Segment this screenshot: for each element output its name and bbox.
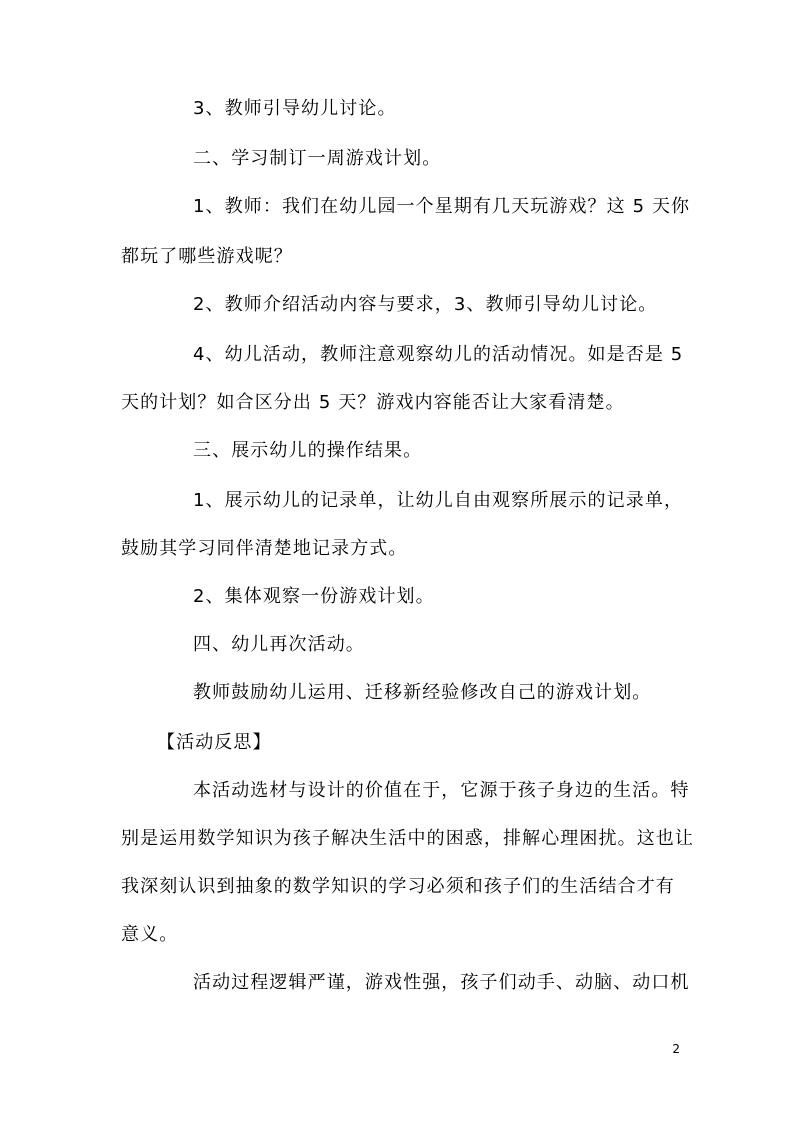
text-line-15: 本活动选材与设计的价值在于，它源于孩子身边的生活。特: [193, 780, 690, 801]
section-heading-2: 二、学习制订一周游戏计划。: [193, 148, 442, 169]
text-line-6: 4、幼儿活动，教师注意观察幼儿的活动情况。如是否是 5: [193, 344, 684, 365]
text-line-11: 2、集体观察一份游戏计划。: [193, 586, 435, 607]
text-line-13: 教师鼓励幼儿运用、迁移新经验修改自己的游戏计划。: [193, 682, 652, 703]
reflection-heading: 【活动反思】: [157, 732, 272, 753]
text-line-4: 都玩了哪些游戏呢？: [121, 246, 293, 267]
text-line-18: 意义。: [121, 924, 179, 945]
section-heading-4: 四、幼儿再次活动。: [193, 634, 365, 655]
text-line-16: 别是运用数学知识为孩子解决生活中的困惑，排解心理困扰。这也让: [121, 828, 694, 849]
text-line-10: 鼓励其学习同伴清楚地记录方式。: [121, 538, 408, 559]
text-line-17: 我深刻认识到抽象的数学知识的学习必须和孩子们的生活结合才有: [121, 876, 675, 897]
text-line-3: 1、教师：我们在幼儿园一个星期有几天玩游戏？这 5 天你: [193, 196, 691, 217]
text-line-19: 活动过程逻辑严谨，游戏性强，孩子们动手、动脑、动口机: [193, 972, 690, 993]
text-line-9: 1、展示幼儿的记录单，让幼儿自由观察所展示的记录单，: [193, 490, 684, 511]
text-line-5: 2、教师介绍活动内容与要求，3、教师引导幼儿讨论。: [193, 294, 658, 315]
page-number: 2: [672, 1042, 680, 1056]
text-line-1: 3、教师引导幼儿讨论。: [193, 98, 397, 119]
section-heading-3: 三、展示幼儿的操作结果。: [193, 440, 423, 461]
text-line-7: 天的计划？如合区分出 5 天？游戏内容能否让大家看清楚。: [121, 392, 625, 413]
